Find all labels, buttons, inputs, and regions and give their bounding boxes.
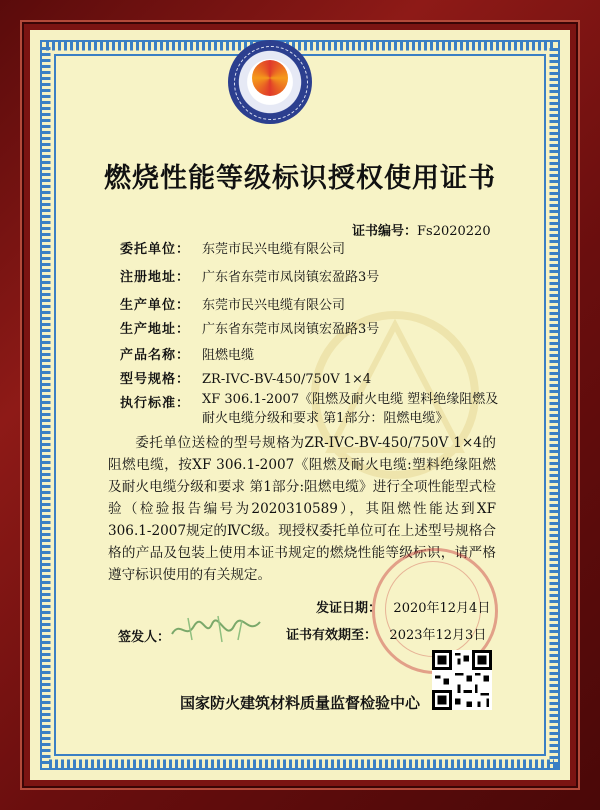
issue-date: [316, 597, 490, 616]
field-value: 广东省东莞市凤岗镇宏盈路3号: [202, 322, 380, 337]
field-value: 东莞市民兴电缆有限公司: [202, 298, 346, 313]
signer-label: 签发人：: [118, 630, 171, 645]
field-label: 型号规格：: [120, 372, 191, 387]
field-label: 委托单位：: [120, 242, 191, 257]
authorization-text: 委托单位送检的型号规格为ZR-IVC-BV-450/750V 1×4的阻燃电缆，按XF 306.1-2007《阻燃及耐火电缆:塑料绝缘阻燃及耐火电缆分级和要求 第1部分:阻燃电缆》进行全项性能型式检验（检验报告编号为2020310589），其阻燃性能达到XF 306.1-2007规定的ⅣC级。现授权委托单位可在上述型号规格合格的产品及包装上使用本证书规定的燃烧性能等级标识，请严格遵守标识使用的有关规定。: [108, 435, 496, 583]
field-value: ZR-IVC-BV-450/750V 1×4: [202, 372, 372, 387]
field-model-spec: [120, 368, 371, 387]
valid-until-value: 2023年12月3日: [389, 628, 487, 643]
field-value: 东莞市民兴电缆有限公司: [202, 242, 346, 257]
valid-until-label: 证书有效期至：: [286, 628, 378, 643]
signature-icon: [168, 612, 264, 646]
field-standard: [120, 392, 190, 411]
field-label: 注册地址：: [120, 270, 191, 285]
cert-number-value: Fs2020220: [417, 224, 491, 239]
issue-date-label: 发证日期：: [316, 601, 382, 616]
field-value: 广东省东莞市凤岗镇宏盈路3号: [202, 270, 380, 285]
standard-value: XF 306.1-2007《阻燃及耐火电缆 塑料绝缘阻燃及耐火电缆分级和要求 第1部分：阻燃电缆》: [202, 392, 499, 426]
field-label: 执行标准：: [120, 396, 191, 411]
certificate-title: 燃烧性能等级标识授权使用证书: [104, 163, 496, 194]
field-registered-address: [120, 266, 379, 285]
field-production-address: [120, 318, 379, 337]
field-production-unit: [120, 294, 345, 313]
certificate-number: [352, 220, 491, 239]
issue-date-value: 2020年12月4日: [393, 601, 491, 616]
field-label: 生产单位：: [120, 298, 191, 313]
seal-logo-icon: [228, 40, 312, 124]
cert-number-label: 证书编号：: [352, 224, 418, 239]
field-value: 阻燃电缆: [202, 348, 255, 363]
valid-until: [286, 624, 486, 643]
issuing-organization: 国家防火建筑材料质量监督检验中心: [179, 694, 420, 712]
field-label: 生产地址：: [120, 322, 191, 337]
field-label: 产品名称：: [120, 348, 191, 363]
field-product-name: [120, 344, 254, 363]
field-entrusting-unit: [120, 238, 345, 257]
